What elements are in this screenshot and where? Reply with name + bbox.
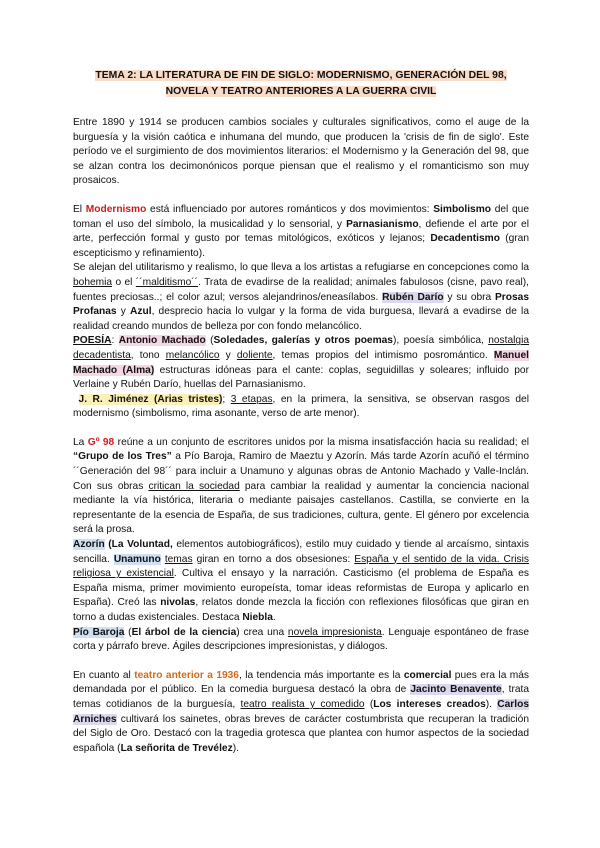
modernismo-term: Modernismo [85, 203, 147, 215]
title-line-1: TEMA 2: LA LITERATURA DE FIN DE SIGLO: MODERNISMO, GENERACIÓN DEL 98, [95, 70, 507, 81]
arniches-highlight: Carlos Arniches [73, 698, 529, 725]
g98-paragraph-3: Pío Baroja (El árbol de la ciencia) crea una novela impresionista. Lenguaje espontáneo de frase corta y párrafo breve. Ágiles descripciones impresionistas, y diálogos. [73, 626, 529, 653]
teatro-term: teatro anterior a 1936 [134, 669, 239, 681]
page-title [73, 68, 529, 100]
benavente-highlight: Jacinto Benavente [410, 684, 502, 696]
jimenez-highlight: J. R. Jiménez (Arias tristes) [78, 393, 223, 405]
g98-term: Gº 98 [87, 436, 115, 448]
jimenez-paragraph: J. R. Jiménez (Arias tristes); 3 etapas, en la primera, la sensitiva, se observan rasgos del modernismo (simbolismo, rima asonante, verso de arte menor). [73, 393, 529, 420]
azorin-highlight: Azorín [73, 539, 105, 551]
poesia-paragraph: POESÍA: Antonio Machado (Soledades, galerías y otros poemas), poesía simbólica, nostalgia decadentista, tono melancólico y doliente, temas propios del intimismo posromántico. Manuel Machado (Alma) estructuras idóneas para el cante: coplas, seguidillas y soleares; influido por Verlaine y Rubén Darío, huellas del Parnasianismo. [73, 335, 529, 391]
baroja-highlight: Pío Baroja [73, 626, 125, 638]
modernismo-paragraph-2: Se alejan del utilitarismo y realismo, lo que lleva a los artistas a refugiarse en concepciones como la bohemia o el ´´malditismo´´. Trata de evadirse de la realidad; animales fabulosos (cisne, pavo real), fuentes preciosas..; el color azul; versos alejandrinos/eneasílabos. Rubén Darío y su obra Prosas Profanas y Azul, desprecio hacia lo vulgar y la forma de vida burguesa, llevará a evadirse de la realidad creando mundos de belleza por con fondo melancólico. [73, 262, 529, 332]
title-line-2: NOVELA Y TEATRO ANTERIORES A LA GUERRA CIVIL [165, 86, 437, 97]
unamuno-highlight: Unamuno [113, 553, 161, 565]
document-body [73, 68, 529, 756]
antonio-machado-highlight: Antonio Machado [118, 335, 206, 347]
manuel-machado-highlight: Manuel Machado (Alma) [73, 349, 529, 376]
g98-paragraph-1: La Gº 98 reúne a un conjunto de escritores unidos por la misma insatisfacción hacia su realidad; el “Grupo de los Tres” a Pío Baroja, Ramiro de Maeztu y Azorín. Más tarde Azorín acuñó el término ´´Generación del 98´´ para incluir a Unamuno y algunas obras de Antonio Machado y Valle-Inclán. Con sus obras critican la sociedad para cambiar la realidad y aumentar la conciencia nacional mediante la vía histórica, literaria o mediante paisajes castellanos. Castilla, se convierte en la representante de la esencia de España, de sus tradiciones, cultura, gente. El género por excelencia será la prosa. [73, 436, 530, 536]
teatro-paragraph: En cuanto al teatro anterior a 1936, la tendencia más importante es la comercial pues era la más demandada por el público. En la comedia burguesa destacó la obra de Jacinto Benavente, trata temas cotidianos de la burguesía, teatro realista y comedido (Los intereses creados). Carlos Arniches cultivará los sainetes, obras breves de carácter costumbrista que recuperan la tradición del Siglo de Oro. Destacó con la tragedia grotesca que plantea con humor aspectos de la sociedad española (La señorita de Trevélez). [73, 669, 530, 754]
modernismo-paragraph-1: El Modernismo está influenciado por autores románticos y dos movimientos: Simbolismo del que toman el uso del símbolo, la musicalidad y lo sensorial, y Parnasianismo, defiende el arte por el arte, perfección formal y gusto por temas mitológicos, exóticos y lejanos; Decadentismo (gran escepticismo y refinamiento). [73, 203, 529, 259]
g98-paragraph-2: Azorín (La Voluntad, elementos autobiográficos), estilo muy cuidado y tiende al arcaísmo, sintaxis sencilla. Unamuno temas giran en torno a dos obsesiones: España y el sentido de la vida. Crisis religiosa y existencial. Cultiva el ensayo y la narración. Casticismo (el problema de España es España misma, primer movimiento europeísta, tomar ideas reformistas de Europa y aplicarlo en España). Creó las nivolas, relatos donde mezcla la ficción con reflexiones filosóficas que giran en torno a dudas existenciales. Destaca Niebla. [73, 539, 529, 623]
ruben-dario-highlight: Rubén Darío [382, 291, 444, 303]
intro-paragraph: Entre 1890 y 1914 se producen cambios sociales y culturales significativos, como el auge de la burguesía y la visión caótica e inhumana del mundo, que producen la 'crisis de fin de siglo'. Este período ve el surgimiento de dos movimientos literarios: el Modernismo y la Generación del 98, que se alzan contra los decimonónicos porque piensan que el realismo y el romanticismo son muy prosaicos. [73, 117, 529, 187]
